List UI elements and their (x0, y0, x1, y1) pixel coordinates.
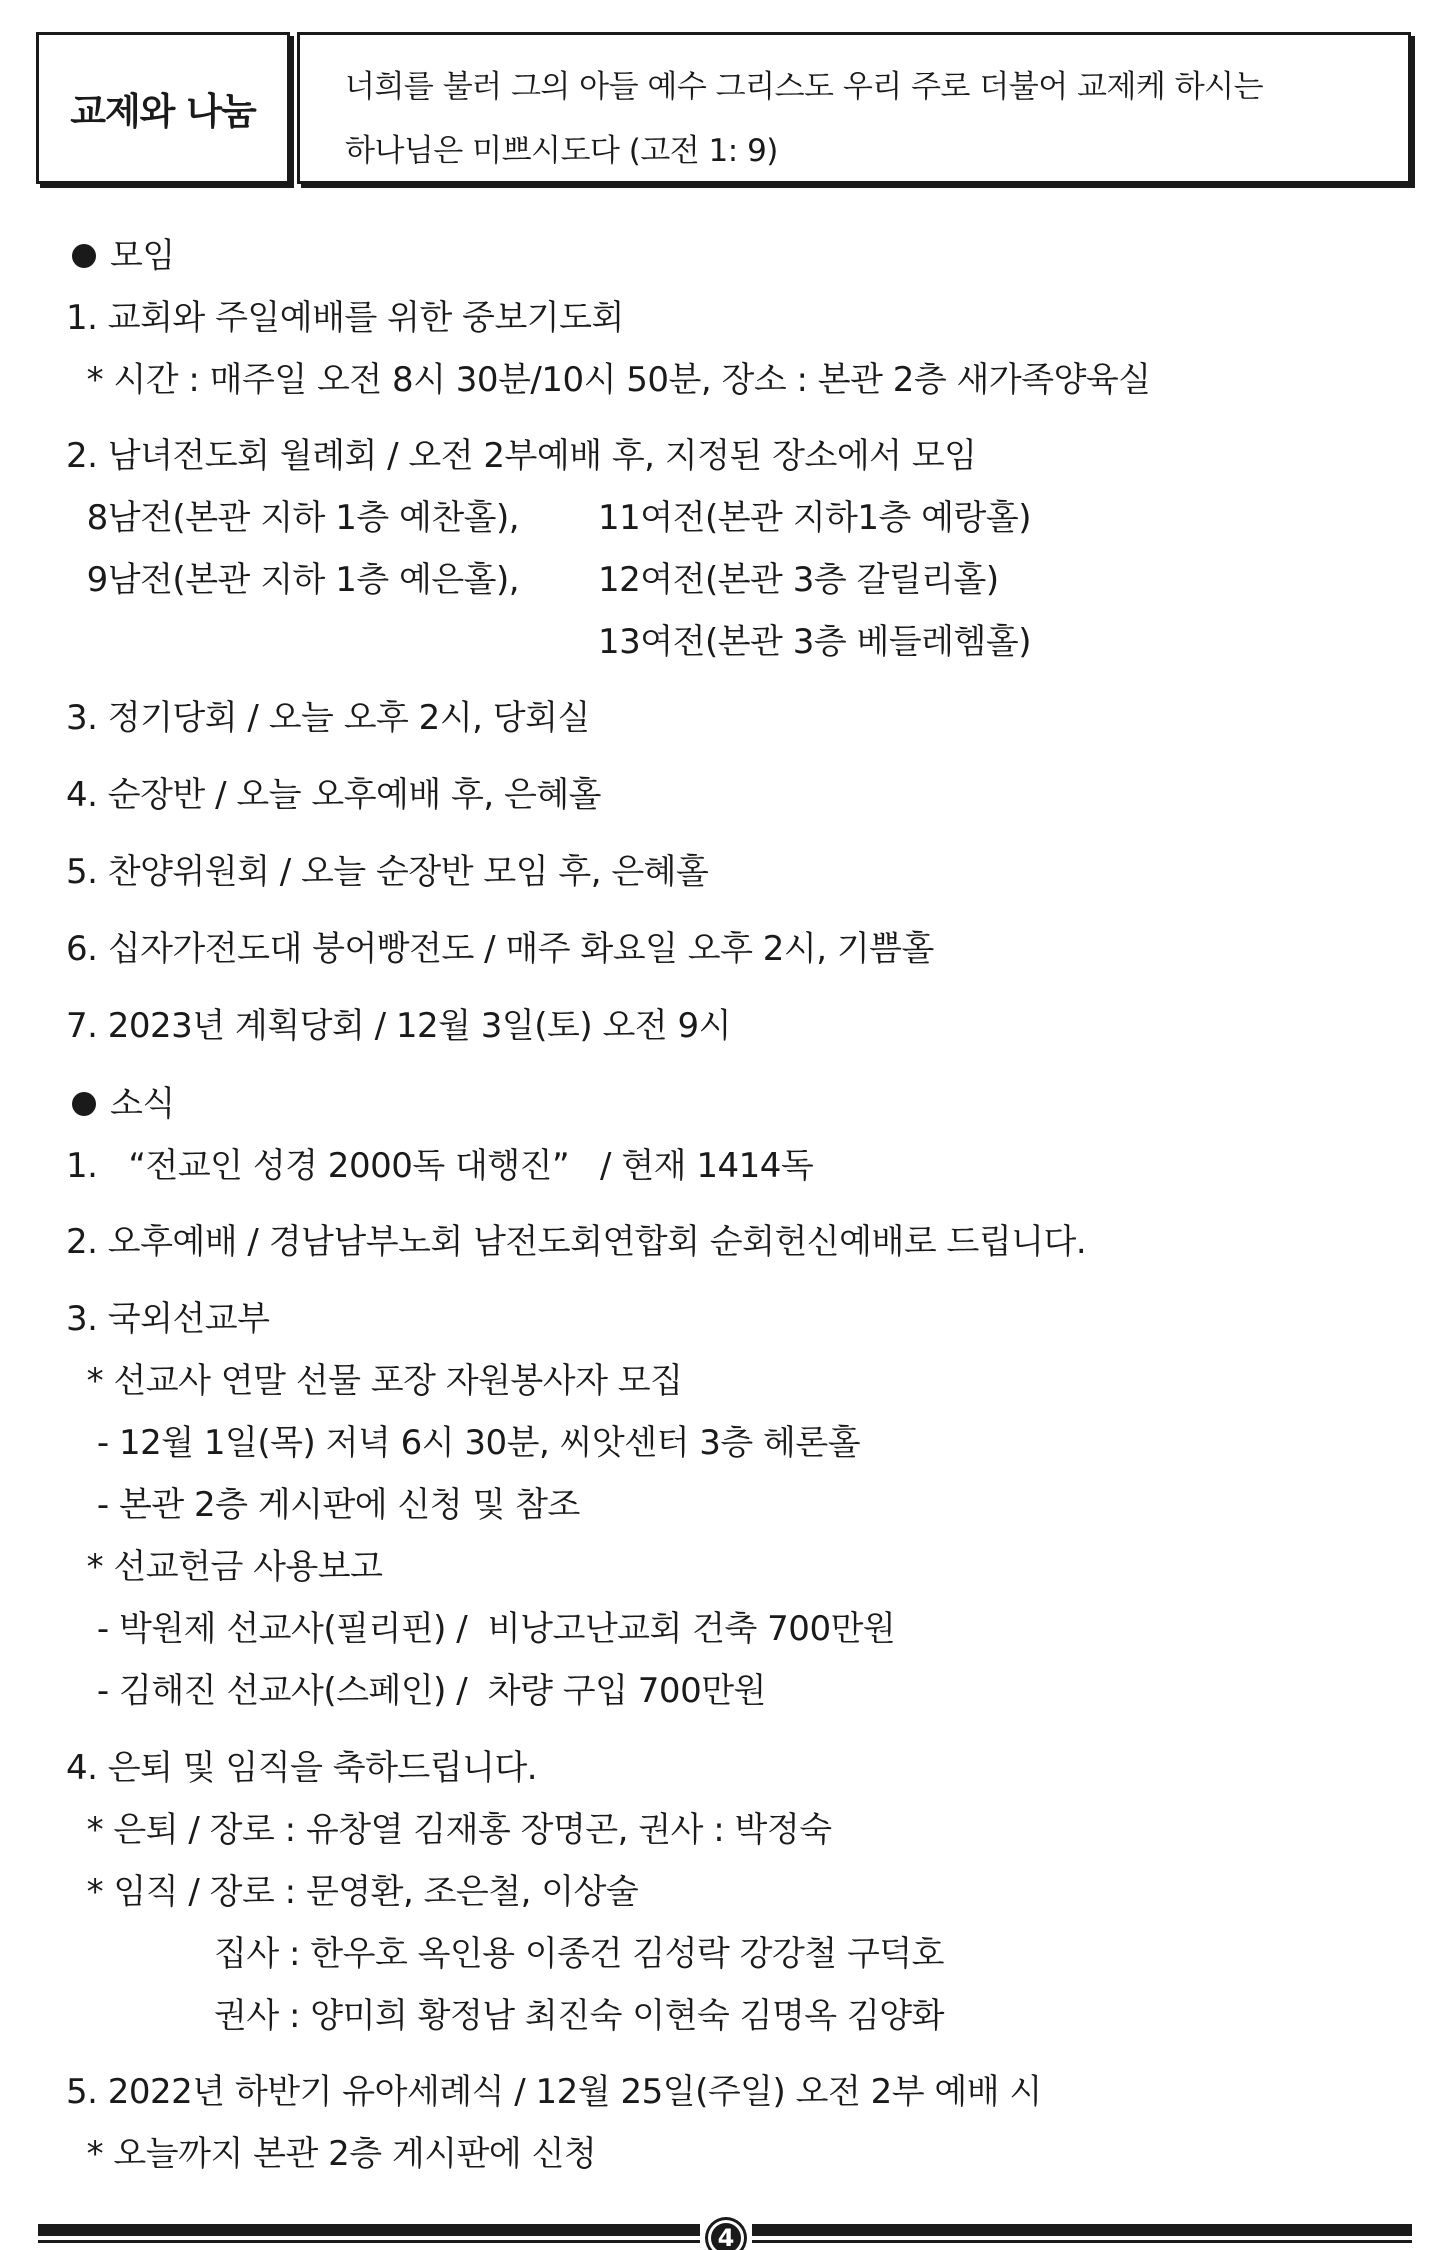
news-item: - 김해진 선교사(스페인) / 차량 구입 700만원 (66, 1671, 766, 1711)
footer-rule-left (38, 2224, 700, 2236)
footer-rule-left-thin (38, 2240, 700, 2243)
meeting-item: 9남전(본관 지하 1층 예은홀), (66, 560, 520, 600)
news-item: 1. “전교인 성경 2000독 대행진” / 현재 1414독 (66, 1146, 814, 1186)
news-item: * 선교사 연말 선물 포장 자원봉사자 모집 (66, 1361, 683, 1401)
bible-verse-line-2: 하나님은 미쁘시도다 (고전 1: 9) (345, 133, 778, 169)
news-item: 3. 국외선교부 (66, 1299, 270, 1339)
footer-rule-right (752, 2224, 1412, 2236)
meeting-item: 3. 정기당회 / 오늘 오후 2시, 당회실 (66, 698, 590, 738)
news-item: - 12월 1일(목) 저녁 6시 30분, 씨앗센터 3층 헤론홀 (66, 1423, 861, 1463)
meeting-item: * 시간 : 매주일 오전 8시 30분/10시 50분, 장소 : 본관 2층 새가족양육실 (66, 360, 1151, 400)
meeting-item: 7. 2023년 계획당회 / 12월 3일(토) 오전 9시 (66, 1006, 731, 1046)
meeting-item: 11여전(본관 지하1층 예랑홀) (598, 498, 1031, 538)
section-title: 교제와 나눔 (70, 90, 256, 133)
meeting-item: 8남전(본관 지하 1층 예찬홀), (66, 498, 520, 538)
news-item: - 본관 2층 게시판에 신청 및 참조 (66, 1485, 580, 1525)
section-title-box (36, 32, 290, 184)
meeting-item: 13여전(본관 3층 베들레헴홀) (598, 622, 1031, 662)
meeting-item: 12여전(본관 3층 갈릴리홀) (598, 560, 999, 600)
news-item: 5. 2022년 하반기 유아세례식 / 12월 25일(주일) 오전 2부 예배 시 (66, 2072, 1042, 2112)
meeting-item: 2. 남녀전도회 월례회 / 오전 2부예배 후, 지정된 장소에서 모임 (66, 436, 977, 476)
news-item: 2. 오후예배 / 경남남부노회 남전도회연합회 순회헌신예배로 드립니다. (66, 1222, 1087, 1262)
meetings-heading: 모임 (72, 228, 175, 277)
footer-rule-right-thin (752, 2240, 1412, 2243)
meeting-item: 4. 순장반 / 오늘 오후예배 후, 은혜홀 (66, 775, 602, 815)
news-item: * 은퇴 / 장로 : 유창열 김재홍 장명곤, 권사 : 박정숙 (66, 1810, 832, 1850)
news-item: * 선교헌금 사용보고 (66, 1547, 383, 1587)
news-heading: 소식 (72, 1076, 175, 1125)
news-item: 4. 은퇴 및 임직을 축하드립니다. (66, 1748, 538, 1788)
news-item: * 임직 / 장로 : 문영환, 조은철, 이상술 (66, 1872, 639, 1912)
bible-verse-box (297, 32, 1411, 184)
page-number: 4 (708, 2220, 744, 2250)
bullet-dot-icon (72, 244, 96, 268)
bible-verse-line-1: 너희를 불러 그의 아들 예수 그리스도 우리 주로 더불어 교제케 하시는 (345, 69, 1264, 105)
news-item: 집사 : 한우호 옥인용 이종건 김성락 강강철 구덕호 (214, 1934, 944, 1974)
news-item: - 박원제 선교사(필리핀) / 비낭고난교회 건축 700만원 (66, 1609, 896, 1649)
news-item: 권사 : 양미희 황정남 최진숙 이현숙 김명옥 김양화 (214, 1996, 944, 2036)
meeting-item: 5. 찬양위원회 / 오늘 순장반 모임 후, 은혜홀 (66, 852, 709, 892)
meeting-item: 1. 교회와 주일예배를 위한 중보기도회 (66, 298, 624, 338)
meeting-item: 6. 십자가전도대 붕어빵전도 / 매주 화요일 오후 2시, 기쁨홀 (66, 929, 934, 969)
news-item: * 오늘까지 본관 2층 게시판에 신청 (66, 2134, 597, 2174)
bullet-dot-icon (72, 1092, 96, 1116)
